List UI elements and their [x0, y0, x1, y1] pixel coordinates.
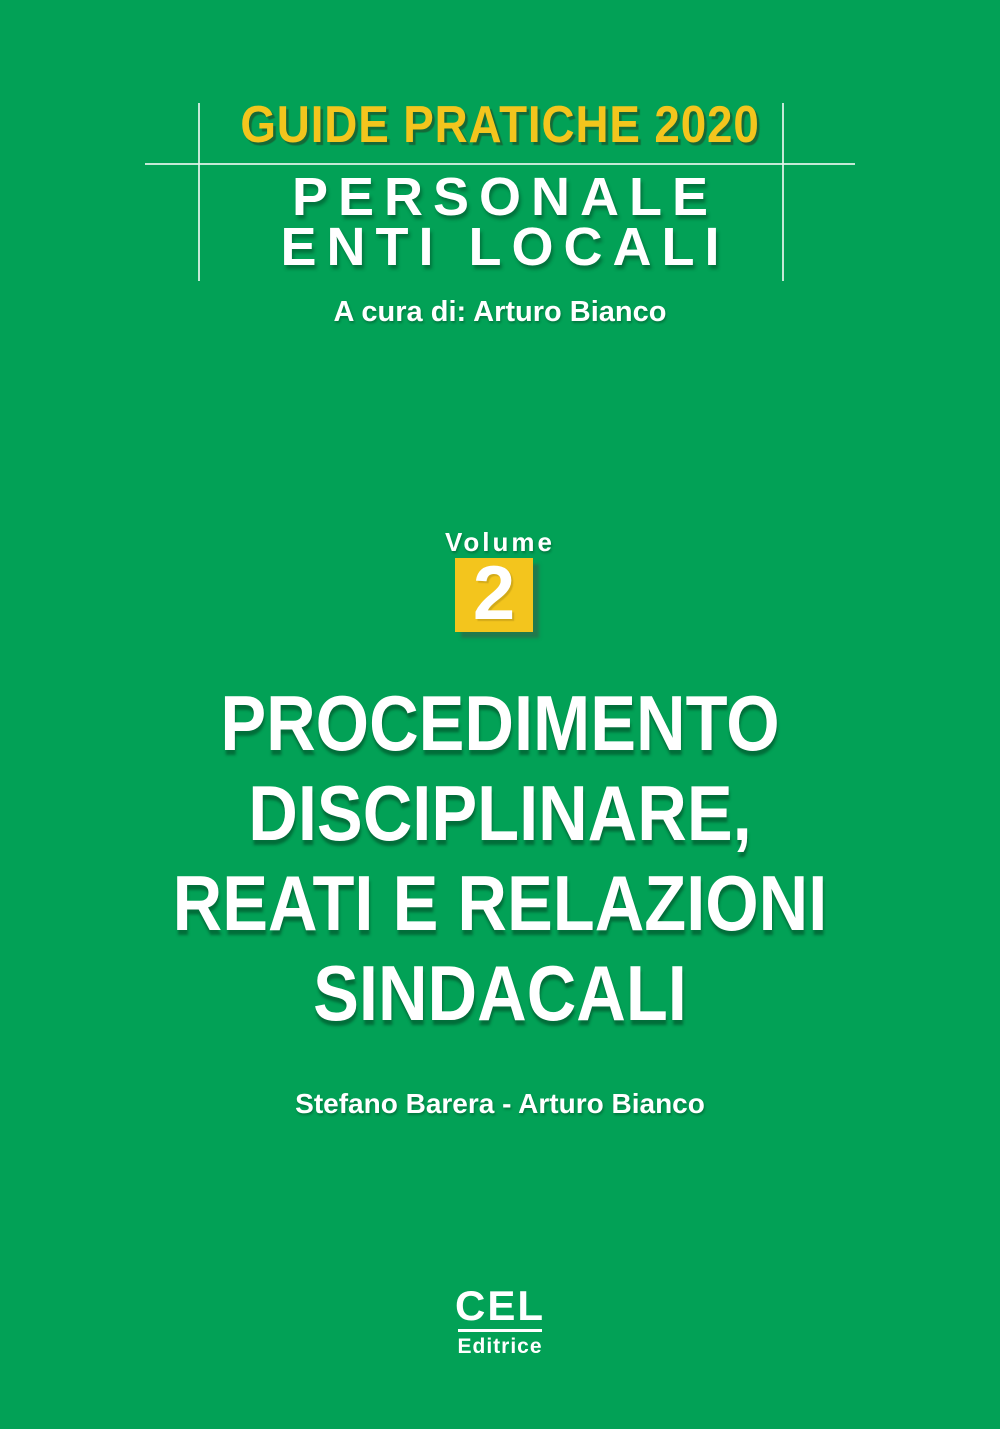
collection-title [0, 167, 1000, 277]
series-title: GUIDE PRATICHE 2020 [240, 96, 760, 154]
volume-number-badge [455, 551, 533, 636]
collection-line-2: ENTI LOCALI [280, 217, 730, 277]
book-title [60, 678, 940, 1038]
book-title-line-4: SINDACALI [313, 949, 687, 1037]
book-title-line-1: PROCEDIMENTO [220, 679, 780, 767]
publisher-logo [0, 1282, 1000, 1359]
publisher-name: CEL [455, 1282, 545, 1329]
volume-label: Volume [445, 527, 555, 557]
volume-number: 2 [472, 551, 516, 636]
authors-line: Stefano Barera - Arturo Bianco [295, 1088, 705, 1119]
curator-line: A cura di: Arturo Bianco [333, 296, 667, 328]
frame-horizontal-line [145, 163, 855, 165]
book-title-line-2: DISCIPLINARE, [248, 769, 752, 857]
publisher-subtitle: Editrice [457, 1335, 543, 1358]
collection-line-1: PERSONALE [291, 167, 719, 227]
book-title-line-3: REATI E RELAZIONI [172, 859, 828, 947]
publisher-logo-rule [458, 1329, 542, 1332]
